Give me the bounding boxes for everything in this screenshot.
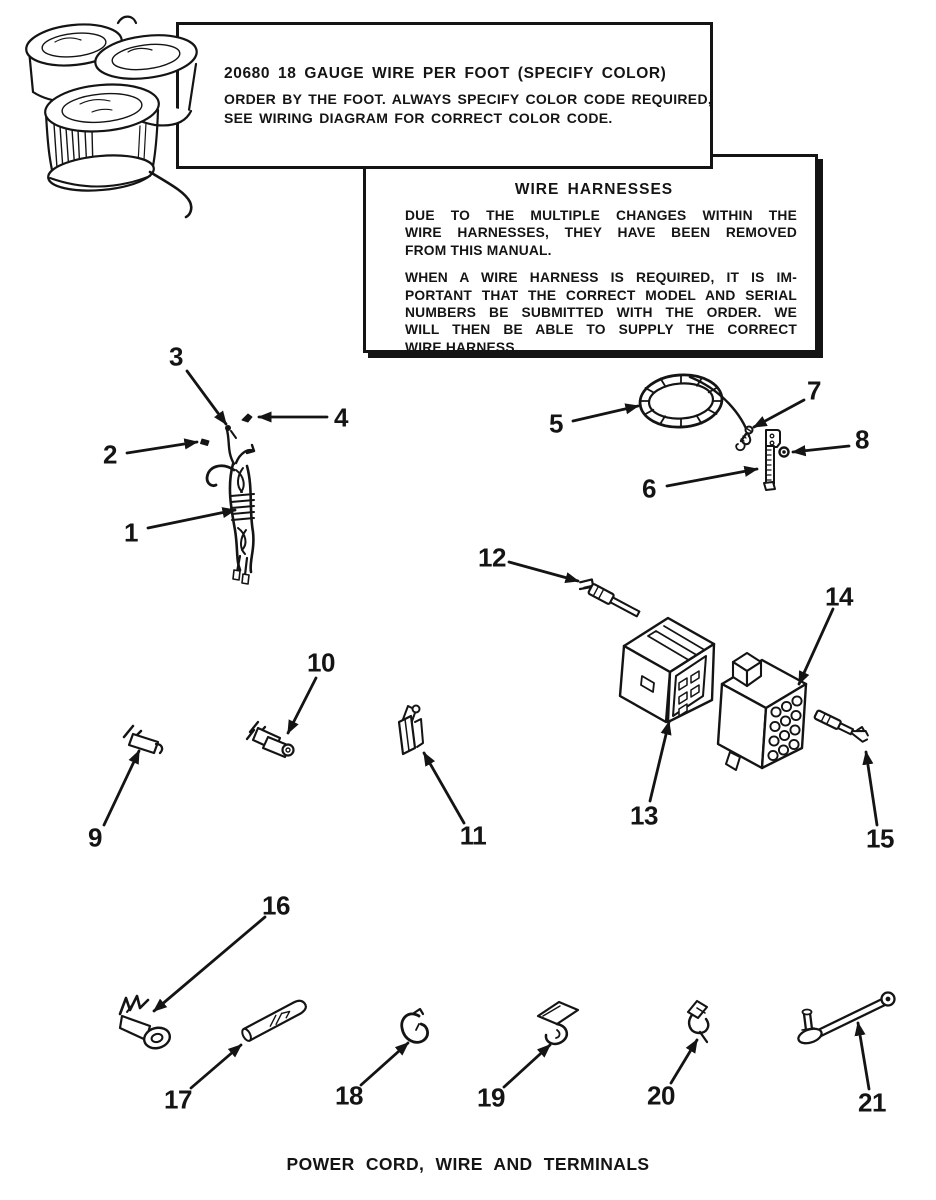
leader-line-9 <box>104 751 139 825</box>
callout-label-18: 18 <box>335 1080 363 1111</box>
harness-note-line: PORTANT THAT THE CORRECT MODEL AND SERIAL <box>405 287 797 303</box>
wire-note-line-1: ORDER BY THE FOOT. ALWAYS SPECIFY COLOR CODE REQUIRED, <box>224 91 713 107</box>
leader-line-11 <box>424 753 464 823</box>
leader-line-17 <box>191 1045 241 1088</box>
callout-label-16: 16 <box>262 890 290 921</box>
callout-label-4: 4 <box>334 402 348 433</box>
leader-line-15 <box>866 752 877 825</box>
leader-line-20 <box>671 1040 697 1083</box>
harness-note-line: WHEN A WIRE HARNESS IS REQUIRED, IT IS IM- <box>405 270 797 286</box>
spade-terminal-9-illustration <box>124 726 162 753</box>
wire-note-title: 20680 18 GAUGE WIRE PER FOOT (SPECIFY COLOR) <box>224 65 667 82</box>
callout-label-12: 12 <box>478 542 506 573</box>
leader-line-6 <box>667 469 757 486</box>
leader-line-18 <box>361 1043 408 1085</box>
callout-label-19: 19 <box>477 1082 505 1113</box>
callout-label-15: 15 <box>866 823 894 854</box>
figure-caption: POWER CORD, WIRE AND TERMINALS <box>286 1154 650 1174</box>
callout-label-21: 21 <box>858 1087 886 1118</box>
leader-line-16 <box>154 917 265 1011</box>
leader-line-14 <box>799 609 833 684</box>
spade-terminal-10-illustration <box>247 722 294 757</box>
leader-line-7 <box>754 400 804 427</box>
callout-label-3: 3 <box>169 341 183 372</box>
connector-housing-13-illustration <box>620 618 714 722</box>
leader-line-1 <box>148 510 235 528</box>
terminal-clip-11-illustration <box>399 706 423 755</box>
harness-note-line: NUMBERS BE SUBMITTED WITH THE ORDER. WE <box>405 305 797 321</box>
callout-label-7: 7 <box>807 375 821 406</box>
leader-line-8 <box>793 446 849 452</box>
ring-terminal-16-illustration <box>120 996 172 1051</box>
wire-spools-illustration <box>24 17 199 217</box>
leader-line-10 <box>288 678 316 733</box>
terminal-pin-12-illustration <box>577 575 642 618</box>
leader-line-21 <box>858 1023 869 1089</box>
harness-note-line: WILL THEN BE ABLE TO SUPPLY THE CORRECT <box>405 322 797 338</box>
leader-line-12 <box>509 562 578 581</box>
retainer-clip-20-illustration <box>688 1001 708 1042</box>
leader-line-5 <box>573 406 638 421</box>
callout-label-20: 20 <box>647 1080 675 1111</box>
harness-note-line: WIRE HARNESSES, THEY HAVE BEEN REMOVED <box>405 225 797 241</box>
wire-coil-ring-illustration <box>638 372 750 450</box>
harness-note-line: DUE TO THE MULTIPLE CHANGES WITHIN THE <box>405 208 797 223</box>
callout-label-8: 8 <box>855 424 869 455</box>
terminal-pin-15-illustration <box>814 706 871 743</box>
wire-clip-18-illustration <box>402 1009 428 1042</box>
callout-label-1: 1 <box>124 517 138 548</box>
callout-label-6: 6 <box>642 473 656 504</box>
harness-note-line: FROM THIS MANUAL. <box>405 242 552 258</box>
leader-line-19 <box>504 1045 550 1087</box>
leader-line-13 <box>650 722 669 801</box>
harness-note-title: WIRE HARNESSES <box>514 181 674 198</box>
callout-label-10: 10 <box>307 647 335 678</box>
power-cord-illustration <box>201 414 255 584</box>
callout-label-13: 13 <box>630 800 658 831</box>
callout-label-2: 2 <box>103 439 117 470</box>
callout-label-14: 14 <box>825 581 853 612</box>
wire-clamp-19-illustration <box>538 1002 578 1044</box>
callout-label-5: 5 <box>549 408 563 439</box>
leader-line-3 <box>187 371 226 424</box>
ground-strap-21-illustration <box>797 993 895 1046</box>
insulator-sleeve-17-illustration <box>240 998 308 1042</box>
wire-note-line-2: SEE WIRING DIAGRAM FOR CORRECT COLOR CODE. <box>224 109 613 126</box>
leader-line-2 <box>127 442 197 453</box>
connector-housing-14-illustration <box>718 653 806 770</box>
callout-label-17: 17 <box>164 1084 192 1115</box>
callout-label-11: 11 <box>459 820 487 851</box>
harness-note-line: WIRE HARNESS. <box>405 339 519 355</box>
callout-label-9: 9 <box>88 822 102 853</box>
